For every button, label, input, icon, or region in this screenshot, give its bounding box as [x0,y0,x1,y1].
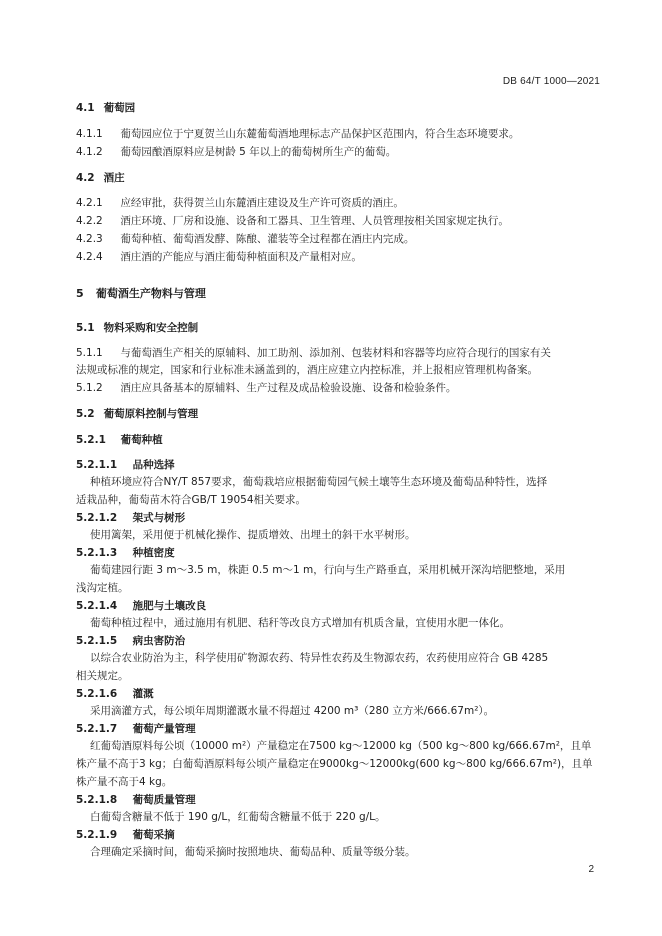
clause-text: 酒庄酒的产能应与酒庄葡萄种植面积及产量相对应。 [120,251,362,263]
chapter-number: 5 [76,287,84,300]
item-title: 施肥与土壤改良 [132,600,207,612]
item-heading [76,634,185,648]
section-heading [76,171,125,185]
paragraph-line: 白葡萄含糖量不低于 190 g/L，红葡萄含糖量不低于 220 g/L。 [90,811,386,823]
paragraph-line: 适栽品种，葡萄苗木符合GB/T 19054相关要求。 [76,494,307,506]
paragraph-line: 使用篱架，采用便于机械化操作、提质增效、出埋土的斜干水平树形。 [90,529,416,541]
item-number: 5.2.1.7 [76,723,118,735]
paragraph-line: 以综合农业防治为主，科学使用矿物源农药、特异性农药及生物源农药，农药使用应符合 GB 4285 [90,652,549,664]
section-heading [76,321,198,335]
item-number: 5.2.1.1 [76,459,118,471]
item-heading [76,546,175,560]
item-heading [76,511,185,525]
clause-number: 5.1.2 [76,382,103,394]
clause [76,232,414,246]
item-number: 5.2.1.3 [76,547,118,559]
chapter-title: 葡萄酒生产物料与管理 [95,287,206,300]
clause [76,214,509,228]
paragraph-line: 种植环境应符合NY/T 857要求，葡萄栽培应根据葡萄园气候土壤等生态环境及葡萄品种特性，选择 [90,476,548,488]
clause [76,127,519,141]
clause-number: 4.2.2 [76,215,103,227]
section-number: 5.2 [76,408,95,420]
clause [76,346,551,360]
item-heading [76,687,154,701]
section-title: 葡萄园 [103,102,136,114]
chapter-heading [76,287,206,301]
subsection-number: 5.2.1 [76,434,106,446]
section-number: 4.2 [76,172,95,184]
item-number: 5.2.1.9 [76,829,118,841]
section-title: 葡萄原料控制与管理 [103,408,199,420]
clause-number: 4.2.1 [76,197,103,209]
subsection-heading [76,433,163,447]
subsection-title: 葡萄种植 [120,434,163,446]
item-title: 灌溉 [132,688,154,700]
paragraph-line: 株产量不高于4 kg。 [76,776,173,788]
item-heading [76,599,206,613]
item-heading [76,793,196,807]
section-title: 物料采购和安全控制 [103,322,199,334]
item-title: 葡萄质量管理 [132,794,196,806]
item-title: 葡萄采摘 [132,829,175,841]
clause-text: 酒庄应具备基本的原辅料、生产过程及成品检验设施、设备和检验条件。 [120,382,457,394]
item-heading [76,458,175,472]
standard-code: DB 64/T 1000—2021 [502,76,600,87]
paragraph-line: 相关规定。 [76,670,129,682]
item-number: 5.2.1.4 [76,600,118,612]
item-title: 病虫害防治 [132,635,186,647]
item-title: 品种选择 [132,459,175,471]
paragraph-line: 浅沟定植。 [76,582,129,594]
item-number: 5.2.1.6 [76,688,118,700]
page-number: 2 [588,864,594,875]
clause-number: 4.2.4 [76,251,103,263]
clause-continuation: 法规或标准的规定，国家和行业标准未涵盖到的，酒庄应建立内控标准，并上报相应管理机构备案。 [76,364,538,376]
clause-text: 酒庄环境、厂房和设施、设备和工器具、卫生管理、人员管理按相关国家规定执行。 [120,215,509,227]
clause-number: 5.1.1 [76,347,103,359]
paragraph-line: 红葡萄酒原料每公顷（10000 m²）产量稳定在7500 kg～12000 kg（500 kg～800 kg/666.67m²，且单 [90,740,592,752]
clause-text: 与葡萄酒生产相关的原辅料、加工助剂、添加剂、包装材料和容器等均应符合现行的国家有关 [120,347,551,359]
paragraph-line: 葡萄建园行距 3 m～3.5 m，株距 0.5 m～1 m，行向与生产路垂直，采用机械开深沟培肥整地，采用 [90,564,566,576]
clause-number: 4.2.3 [76,233,103,245]
section-heading [76,101,135,115]
item-number: 5.2.1.5 [76,635,118,647]
clause-text: 应经审批，获得贺兰山东麓酒庄建设及生产许可资质的酒庄。 [120,197,404,209]
clause-text: 葡萄园酿酒原料应是树龄 5 年以上的葡萄树所生产的葡萄。 [120,146,397,158]
item-heading [76,722,196,736]
item-title: 葡萄产量管理 [132,723,196,735]
section-title: 酒庄 [103,172,125,184]
item-title: 架式与树形 [132,512,186,524]
clause [76,196,404,210]
clause-text: 葡萄园应位于宁夏贺兰山东麓葡萄酒地理标志产品保护区范围内，符合生态环境要求。 [120,128,520,140]
clause-number: 4.1.2 [76,146,103,158]
clause [76,145,396,159]
paragraph-line: 合理确定采摘时间，葡萄采摘时按照地块、葡萄品种、质量等级分装。 [90,846,416,858]
clause [76,250,362,264]
item-number: 5.2.1.2 [76,512,118,524]
item-heading [76,828,175,842]
clause-text: 葡萄种植、葡萄酒发酵、陈酿、灌装等全过程都在酒庄内完成。 [120,233,415,245]
section-heading [76,407,198,421]
section-number: 5.1 [76,322,95,334]
item-number: 5.2.1.8 [76,794,118,806]
section-number: 4.1 [76,102,95,114]
paragraph-line: 采用滴灌方式，每公顷年周期灌溉水量不得超过 4200 m³（280 立方米/666.67m²）。 [90,705,495,717]
clause-number: 4.1.1 [76,128,103,140]
clause [76,381,456,395]
paragraph-line: 株产量不高于3 kg；白葡萄酒原料每公顷产量稳定在9000kg～12000kg(600 kg～800 kg/666.67m²)，且单 [76,758,593,770]
item-title: 种植密度 [132,547,175,559]
paragraph-line: 葡萄种植过程中，通过施用有机肥、秸秆等改良方式增加有机质含量，宜使用水肥一体化。 [90,617,510,629]
